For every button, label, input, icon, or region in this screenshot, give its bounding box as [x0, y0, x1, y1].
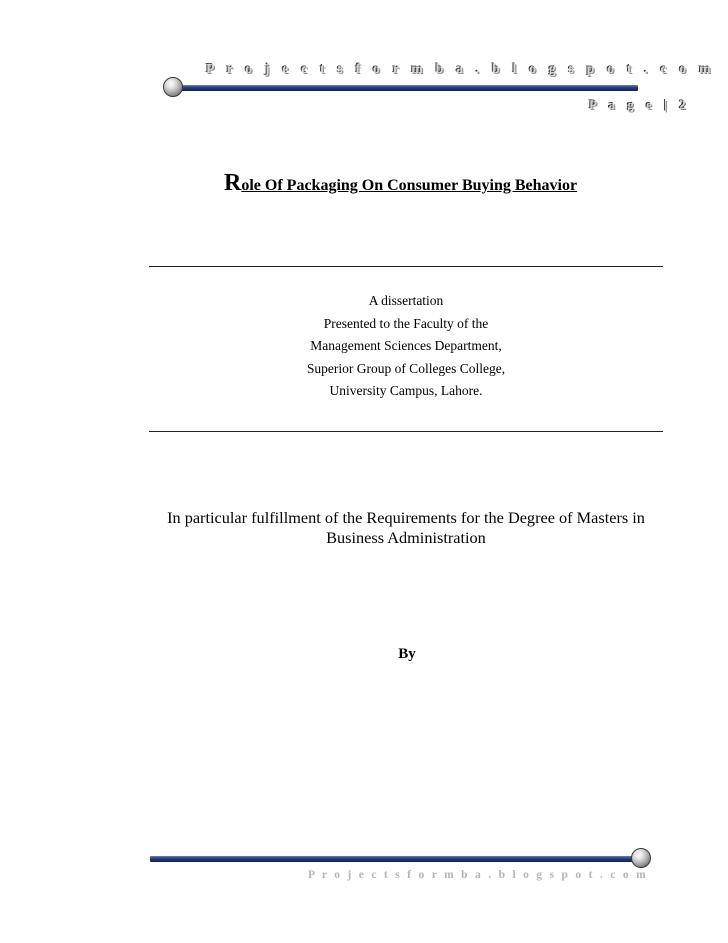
requirements-line-1: In particular fulfillment of the Requirements for the Degree of Masters in [167, 508, 645, 527]
footer-bar [150, 856, 640, 862]
by-label: By [398, 646, 416, 662]
header-site-text: P r o j e c t s f o r m b a . b l o g s p o t . c o m [206, 62, 716, 77]
dissertation-line: Superior Group of Colleges College, [306, 360, 506, 376]
requirements-line-2: Business Administration [326, 527, 486, 547]
footer-knob-icon [631, 848, 651, 868]
divider-top [149, 266, 663, 267]
requirements-statement [149, 508, 663, 547]
divider-bottom [149, 431, 663, 432]
dissertation-block [149, 290, 663, 403]
footer-site-text: P r o j e c t s f o r m b a . b l o g s p o t . c o m [308, 869, 648, 881]
dissertation-line: University Campus, Lahore. [329, 383, 483, 399]
dissertation-line: A dissertation [368, 293, 444, 308]
header-knob-icon [163, 77, 183, 97]
header-bar [174, 85, 638, 91]
dissertation-line: Presented to the Faculty of the [323, 315, 489, 331]
title-initial: R [224, 170, 242, 196]
dissertation-line: Management Sciences Department, [310, 338, 502, 354]
document-title [224, 170, 577, 197]
page-number: P a g e | 2 [589, 97, 691, 112]
title-rest: ole Of Packaging On Consumer Buying Behavior [241, 177, 578, 194]
